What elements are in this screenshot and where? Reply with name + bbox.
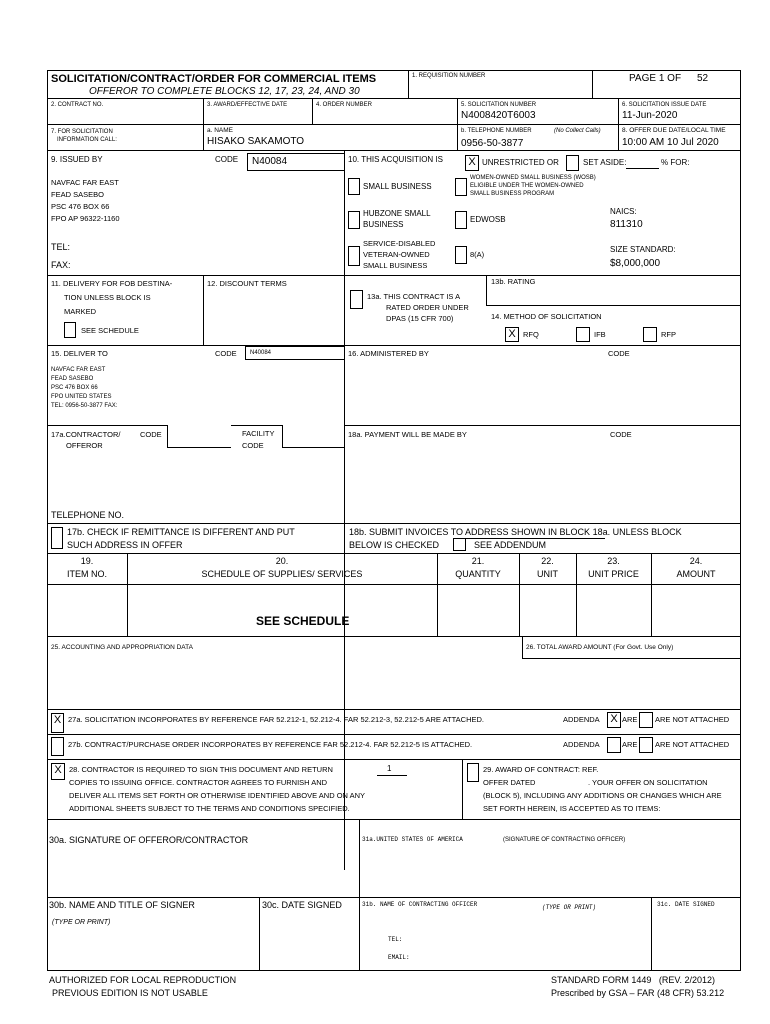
29-checkbox[interactable] <box>467 763 479 782</box>
eight-a-label: 8(A) <box>470 250 485 259</box>
issued-by-fax: FAX: <box>51 260 71 270</box>
unrestricted-label: UNRESTRICTED OR <box>482 158 559 167</box>
see-schedule-checkbox[interactable] <box>64 322 76 338</box>
accounting-label: 25. ACCOUNTING AND APPROPRIATION DATA <box>51 644 193 651</box>
deliver-to-address-2: FEAD SASEBO <box>51 376 94 382</box>
telephone-label: b. TELEPHONE NUMBER <box>461 128 532 134</box>
col-22-header: UNIT <box>537 569 558 579</box>
page-total: 52 <box>697 73 709 84</box>
delivery-fob-line-3: MARKED <box>64 307 97 316</box>
ifb-label: IFB <box>594 330 606 339</box>
unrestricted-checkbox[interactable]: X <box>465 155 479 171</box>
solicitation-info-label: 7. FOR SOLICITATION <box>51 129 113 135</box>
issued-by-address-2: FEAD SASEBO <box>51 190 104 199</box>
col-20-number: 20. <box>275 556 289 566</box>
contact-name-label: a. NAME <box>207 127 234 134</box>
total-award-label: 26. TOTAL AWARD AMOUNT (For Govt. Use Only) <box>526 644 674 651</box>
edwosb-label: EDWOSB <box>470 215 506 224</box>
deliver-to-address-1: NAVFAC FAR EAST <box>51 367 106 373</box>
rating-label: 13b. RATING <box>491 277 536 286</box>
footer-prescribed-by: Prescribed by GSA – FAR (48 CFR) 53.212 <box>551 988 725 998</box>
deliver-to-address-4: FPO UNITED STATES <box>51 394 112 400</box>
remittance-line-2: SUCH ADDRESS IN OFFER <box>67 540 183 550</box>
contact-name: HISAKO SAKAMOTO <box>207 136 305 147</box>
ifb-checkbox[interactable] <box>576 327 590 342</box>
28-checkbox[interactable]: X <box>51 763 65 780</box>
issued-by-address-3: PSC 476 BOX 66 <box>51 202 110 211</box>
set-aside-percent: % FOR: <box>661 158 690 167</box>
31b-note: (TYPE OR PRINT) <box>542 904 597 911</box>
contractor-code-label: CODE <box>140 430 162 439</box>
col-24-number: 24. <box>689 556 703 566</box>
30b-label: 30b. NAME AND TITLE OF SIGNER <box>49 900 195 910</box>
see-schedule-text: SEE SCHEDULE <box>256 614 350 628</box>
col-24-header: AMOUNT <box>676 569 716 579</box>
31b-label: 31b. NAME OF CONTRACTING OFFICER <box>362 901 478 908</box>
wosb-line-1: WOMEN-OWNED SMALL BUSINESS (WOSB) <box>470 175 596 181</box>
deliver-to-address-5: TEL: 0956-50-3877 FAX: <box>51 403 118 409</box>
rfq-label: RFQ <box>523 330 539 339</box>
small-business-label: SMALL BUSINESS <box>363 182 432 191</box>
rfp-label: RFP <box>661 330 676 339</box>
wosb-line-2: ELIGIBLE UNDER THE WOMEN-OWNED <box>470 183 584 189</box>
dpas-line-3: DPAS (15 CFR 700) <box>386 314 454 323</box>
payment-label: 18a. PAYMENT WILL BE MADE BY <box>348 430 467 439</box>
29-line-1: 29. AWARD OF CONTRACT: REF. <box>483 765 599 774</box>
discount-terms-label: 12. DISCOUNT TERMS <box>207 279 287 288</box>
issue-date-label: 6. SOLICITATION ISSUE DATE <box>622 102 707 108</box>
method-of-solicitation-label: 14. METHOD OF SOLICITATION <box>491 312 602 321</box>
28-line-1: 28. CONTRACTOR IS REQUIRED TO SIGN THIS DOCUMENT AND RETURN <box>69 765 333 774</box>
invoice-line-1: 18b. SUBMIT INVOICES TO ADDRESS SHOWN IN BLOCK 18a. UNLESS BLOCK <box>349 527 682 537</box>
col-21-header: QUANTITY <box>455 569 501 579</box>
27a-are-not-checkbox[interactable] <box>639 712 653 728</box>
page-label: PAGE 1 OF <box>629 73 682 84</box>
27a-addenda: ADDENDA <box>563 715 600 724</box>
issued-by-code: N40084 <box>252 156 288 167</box>
form-subtitle: OFFEROR TO COMPLETE BLOCKS 12, 17, 23, 24, AND 30 <box>89 86 360 97</box>
29-line-2a: OFFER DATED <box>483 778 536 787</box>
offer-due-date: 10:00 AM 10 Jul 2020 <box>622 137 719 148</box>
col-23-header: UNIT PRICE <box>588 569 639 579</box>
form-title: SOLICITATION/CONTRACT/ORDER FOR COMMERCIAL ITEMS <box>51 73 377 85</box>
small-business-checkbox[interactable] <box>348 178 360 195</box>
deliver-to-code: N40084 <box>250 350 272 356</box>
deliver-to-address-3: PSC 476 BOX 66 <box>51 385 98 391</box>
27a-checkbox[interactable]: X <box>51 713 64 733</box>
29-line-2b: . YOUR OFFER ON SOLICITATION <box>588 778 708 787</box>
29-line-4: SET FORTH HEREIN, IS ACCEPTED AS TO ITEMS: <box>483 804 661 813</box>
telephone-no-label: TELEPHONE NO. <box>51 510 125 520</box>
30a-label: 30a. SIGNATURE OF OFFEROR/CONTRACTOR <box>49 835 249 845</box>
col-20-header: SCHEDULE OF SUPPLIES/ SERVICES <box>201 569 363 579</box>
deliver-to-code-label: CODE <box>215 349 237 358</box>
contractor-label: 17a.CONTRACTOR/ <box>51 430 121 439</box>
see-addendum-label: SEE ADDENDUM <box>474 540 547 550</box>
30b-note: (TYPE OR PRINT) <box>52 919 111 926</box>
size-standard: $8,000,000 <box>610 258 661 269</box>
eight-a-checkbox[interactable] <box>455 246 467 264</box>
issued-by-label: 9. ISSUED BY <box>51 155 103 164</box>
dpas-line-2: RATED ORDER UNDER <box>386 303 469 312</box>
29-line-3: (BLOCK 5), INCLUDING ANY ADDITIONS OR CHANGES WHICH ARE <box>483 791 722 800</box>
27a-are-not: ARE NOT ATTACHED <box>655 715 730 724</box>
sdvosb-line-2: VETERAN-OWNED <box>363 250 430 259</box>
deliver-to-label: 15. DELIVER TO <box>51 349 108 358</box>
delivery-fob-line-1: 11. DELIVERY FOR FOB DESTINA- <box>51 279 173 288</box>
rfp-checkbox[interactable] <box>643 327 657 342</box>
col-21-number: 21. <box>471 556 485 566</box>
col-19-number: 19. <box>80 556 94 566</box>
set-aside-checkbox[interactable] <box>566 155 579 171</box>
administered-by-label: 16. ADMINISTERED BY <box>348 349 429 358</box>
hubzone-checkbox[interactable] <box>348 211 360 229</box>
telephone-number: 0956-50-3877 <box>461 138 524 149</box>
order-number-label: 4. ORDER NUMBER <box>316 102 373 108</box>
dpas-checkbox[interactable] <box>350 290 363 309</box>
solicitation-info-label-2: INFORMATION CALL: <box>57 137 117 143</box>
27b-are: ARE <box>622 740 638 749</box>
issued-by-address-4: FPO AP 96322-1160 <box>51 214 120 223</box>
28-line-3: DELIVER ALL ITEMS SET FORTH OR OTHERWISE IDENTIFIED ABOVE AND ON ANY <box>69 791 366 800</box>
footer-previous-edition: PREVIOUS EDITION IS NOT USABLE <box>52 988 208 998</box>
contractor-code-box[interactable] <box>167 425 231 448</box>
col-23-number: 23. <box>607 556 620 566</box>
naics-label: NAICS: <box>610 207 637 216</box>
31a-note: (SIGNATURE OF CONTRACTING OFFICER) <box>503 837 626 843</box>
sdvosb-line-3: SMALL BUSINESS <box>363 261 428 270</box>
col-19-header: ITEM NO. <box>67 569 107 579</box>
28-line-2: COPIES TO ISSUING OFFICE. CONTRACTOR AGREES TO FURNISH AND <box>69 778 328 787</box>
size-standard-label: SIZE STANDARD: <box>610 245 676 254</box>
hubzone-line-2: BUSINESS <box>363 220 404 229</box>
27b-are-not: ARE NOT ATTACHED <box>655 740 730 749</box>
27b-are-not-checkbox[interactable] <box>639 737 653 753</box>
sdvosb-line-1: SERVICE-DISABLED <box>363 239 436 248</box>
rfq-checkbox[interactable]: X <box>505 327 519 342</box>
edwosb-checkbox[interactable] <box>455 211 467 229</box>
31c-label: 31c. DATE SIGNED <box>657 901 715 908</box>
27b-text: 27b. CONTRACT/PURCHASE ORDER INCORPORATES BY REFERENCE FAR 52.212-4. FAR 52.212-5 IS ATTACHED. <box>68 740 473 749</box>
27a-text: 27a. SOLICITATION INCORPORATES BY REFERENCE FAR 52.212-1, 52.212-4. FAR 52.212-3, 52.212-5 ARE ATTACHED. <box>68 715 484 724</box>
col-22-number: 22. <box>541 556 554 566</box>
administered-by-code-label: CODE <box>608 349 630 358</box>
28-copies: 1 <box>387 764 392 773</box>
28-line-4: ADDITIONAL SHEETS SUBJECT TO THE TERMS AND CONDITIONS SPECIFIED. <box>69 804 350 813</box>
naics-code: 811310 <box>610 219 643 230</box>
set-aside-label: SET ASIDE: <box>583 158 627 167</box>
sdvosb-checkbox[interactable] <box>348 246 360 266</box>
facility-label: FACILITY <box>242 429 275 438</box>
footer-standard-form: STANDARD FORM 1449 (REV. 2/2012) <box>551 975 716 985</box>
remittance-line-1: 17b. CHECK IF REMITTANCE IS DIFFERENT AND PUT <box>67 527 295 537</box>
31a-label: 31a.UNITED STATES OF AMERICA <box>362 836 463 843</box>
no-collect-note: (No Collect Calls) <box>554 128 601 134</box>
see-schedule-label: SEE SCHEDULE <box>81 326 139 335</box>
27b-are-checkbox[interactable] <box>607 737 621 753</box>
remittance-checkbox[interactable] <box>51 527 63 549</box>
31b-email: EMAIL: <box>388 954 410 961</box>
contractor-label-2: OFFEROR <box>66 441 103 450</box>
wosb-checkbox[interactable] <box>455 178 467 196</box>
dpas-line-1: 13a. THIS CONTRACT IS A <box>367 292 461 301</box>
contract-no-label: 2. CONTRACT NO. <box>51 102 104 108</box>
issue-date: 11-Jun-2020 <box>622 110 678 121</box>
31b-tel: TEL: <box>388 936 403 943</box>
wosb-line-3: SMALL BUSINESS PROGRAM <box>470 191 555 197</box>
27b-addenda: ADDENDA <box>563 740 600 749</box>
27b-checkbox[interactable] <box>51 737 64 756</box>
issued-by-tel: TEL: <box>51 242 71 252</box>
payment-code-label: CODE <box>610 430 632 439</box>
offer-due-label: 8. OFFER DUE DATE/LOCAL TIME <box>622 127 726 134</box>
facility-code-label: CODE <box>242 441 264 450</box>
delivery-fob-line-2: TION UNLESS BLOCK IS <box>64 293 151 302</box>
hubzone-line-1: HUBZONE SMALL <box>363 209 431 218</box>
issued-by-code-label: CODE <box>215 155 239 164</box>
solicitation-number-label: 5. SOLICITATION NUMBER <box>461 102 537 108</box>
facility-code-box[interactable] <box>282 425 344 448</box>
invoice-line-2: BELOW IS CHECKED <box>349 540 440 550</box>
requisition-number-label: 1. REQUISITION NUMBER <box>412 73 486 79</box>
acquisition-label: 10. THIS ACQUISITION IS <box>348 155 443 164</box>
issued-by-address-1: NAVFAC FAR EAST <box>51 178 119 187</box>
30c-label: 30c. DATE SIGNED <box>262 900 342 910</box>
27a-are-checkbox[interactable]: X <box>607 712 621 728</box>
see-addendum-checkbox[interactable] <box>453 538 466 551</box>
27a-are: ARE <box>622 715 638 724</box>
solicitation-number: N4008420T6003 <box>461 110 536 121</box>
footer-reproduction: AUTHORIZED FOR LOCAL REPRODUCTION <box>49 975 237 985</box>
award-date-label: 3. AWARD/EFFECTIVE DATE <box>207 102 288 108</box>
